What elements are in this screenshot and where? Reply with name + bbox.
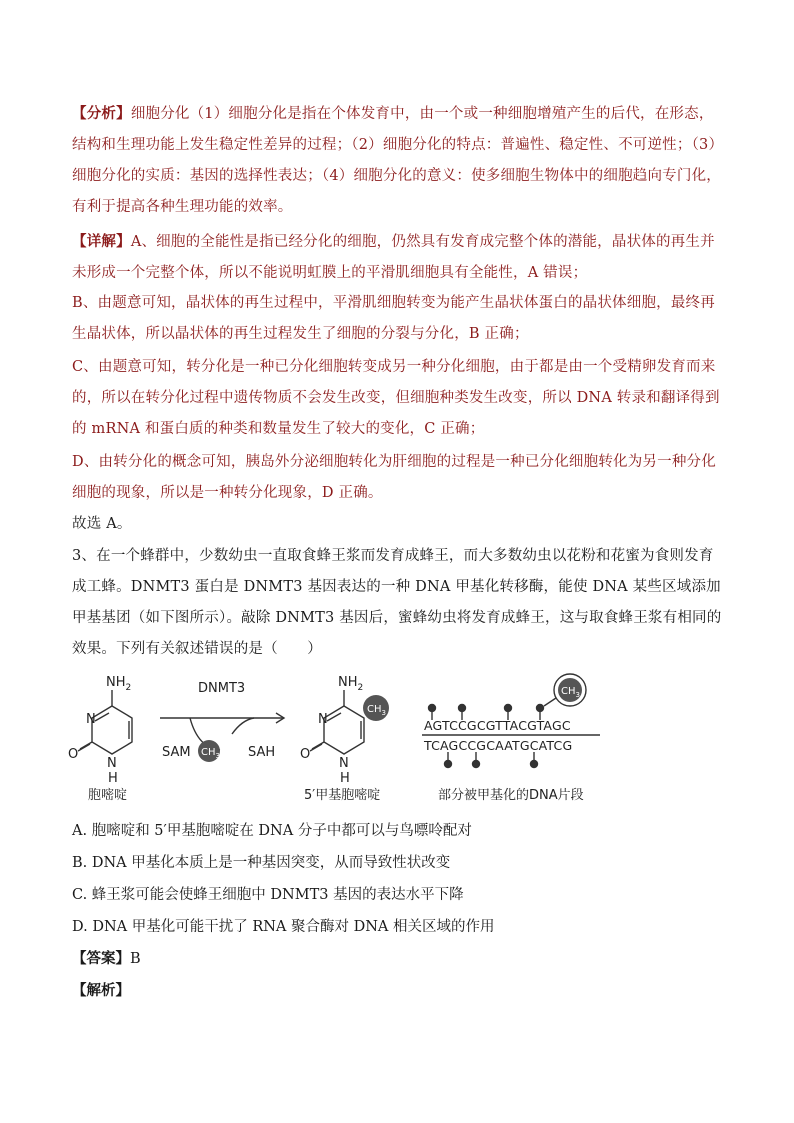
dna-ch3-label: $CH_3$: [561, 686, 580, 699]
methylation-diagram: [68, 668, 632, 808]
dna-top-strand: AGTCCGCGTTACGTAGC: [424, 718, 571, 733]
cytosine-o-label: O: [68, 747, 79, 762]
option-c: C. 蜂王浆可能会使蜂王细胞中 DNMT3 基因的表达水平下降: [72, 887, 464, 903]
cytosine-caption: 胞嘧啶: [88, 788, 128, 803]
methylcytosine-nh2-label: $NH_2$: [338, 675, 364, 693]
methylcytosine-o-label: O: [300, 747, 311, 762]
analysis-text: 细胞分化（1）细胞分化是指在个体发育中，由一个或一种细胞增殖产生的后代，在形态，结构和生理功能上发生稳定性差异的过程；（2）细胞分化的特点：普遍性、稳定性、不可逆性；（3）细胞分化的实质：基因的选择性表达；（4）细胞分化的意义：使多细胞生物体中的细胞趋向专门化，有利于提高各种生理功能的效率。: [72, 106, 724, 215]
analysis-paragraph: [72, 98, 724, 223]
answer-line: [72, 948, 724, 970]
sah-label: SAH: [248, 745, 276, 760]
cytosine-nh-label: N: [107, 756, 117, 771]
explanation-tag: 【解析】: [72, 982, 130, 999]
option-b: B. DNA 甲基化本质上是一种基因突变，从而导致性状改变: [72, 855, 451, 871]
dna-bottom-strand: TCAGCCGCAATGCATCG: [424, 738, 573, 753]
conclusion-text: 故选 A。: [72, 516, 132, 532]
detail-a-text: A、细胞的全能性是指已经分化的细胞，仍然具有发育成完整个体的潜能，晶状体的再生并未形成一个完整个体，所以不能说明虹膜上的平滑肌细胞具有全能性，A 错误；: [72, 234, 715, 281]
dna-caption: 部分被甲基化的DNA片段: [438, 788, 584, 803]
detail-a-paragraph: [72, 226, 724, 289]
detail-tag: 【详解】: [72, 233, 131, 250]
enzyme-label: DNMT3: [198, 681, 246, 696]
methylcytosine-n-label: N: [318, 712, 328, 727]
answer-value: B: [130, 951, 141, 967]
methylcytosine-nh-label: N: [339, 756, 349, 771]
analysis-tag: 【分析】: [72, 105, 131, 122]
cytosine-h-label: H: [108, 771, 118, 786]
methylcytosine-caption: 5′甲基胞嘧啶: [304, 788, 381, 803]
option-a: A. 胞嘧啶和 5′甲基胞嘧啶在 DNA 分子中都可以与鸟嘌呤配对: [72, 823, 472, 839]
answer-tag: 【答案】: [72, 950, 130, 967]
explanation-line: [72, 980, 724, 1002]
sam-label: SAM: [162, 745, 191, 760]
methylation-figure: [68, 668, 632, 808]
sam-ch3-label: $CH_3$: [201, 747, 220, 760]
detail-c-paragraph: C、由题意可知，转分化是一种已分化细胞转变成另一种分化细胞，由于都是由一个受精卵发育而来的，所以在转分化过程中遗传物质不会发生改变，但细胞种类发生改变，所以 DNA 转录和翻译得到的 mRNA 和蛋白质的种类和数量发生了较大的变化，C 正确；: [72, 359, 720, 437]
question3-stem: 3、在一个蜂群中，少数幼虫一直取食蜂王浆而发育成蜂王，而大多数幼虫以花粉和花蜜为食则发育成工蜂。DNMT3 蛋白是 DNMT3 基因表达的一种 DNA 甲基化转移酶，能使 DNA 某些区域添加甲基基团（如下图所示）。敲除 DNMT3 基因后，蜜蜂幼虫将发育成蜂王，这与取食蜂王浆有相同的效果。下列有关叙述错误的是（ ）: [72, 548, 722, 657]
methylcytosine-ch3-label: $CH_3$: [367, 704, 386, 717]
option-d: D. DNA 甲基化可能干扰了 RNA 聚合酶对 DNA 相关区域的作用: [72, 919, 495, 935]
cytosine-nh2-label: $NH_2$: [106, 675, 132, 693]
detail-b-paragraph: B、由题意可知，晶状体的再生过程中，平滑肌细胞转变为能产生晶状体蛋白的晶状体细胞，最终再生晶状体，所以晶状体的再生过程发生了细胞的分裂与分化，B 正确；: [72, 295, 715, 342]
methylcytosine-h-label: H: [340, 771, 350, 786]
cytosine-n-label: N: [86, 712, 96, 727]
detail-d-paragraph: D、由转分化的概念可知，胰岛外分泌细胞转化为肝细胞的过程是一种已分化细胞转化为另一种分化细胞的现象，所以是一种转分化现象，D 正确。: [72, 454, 716, 501]
